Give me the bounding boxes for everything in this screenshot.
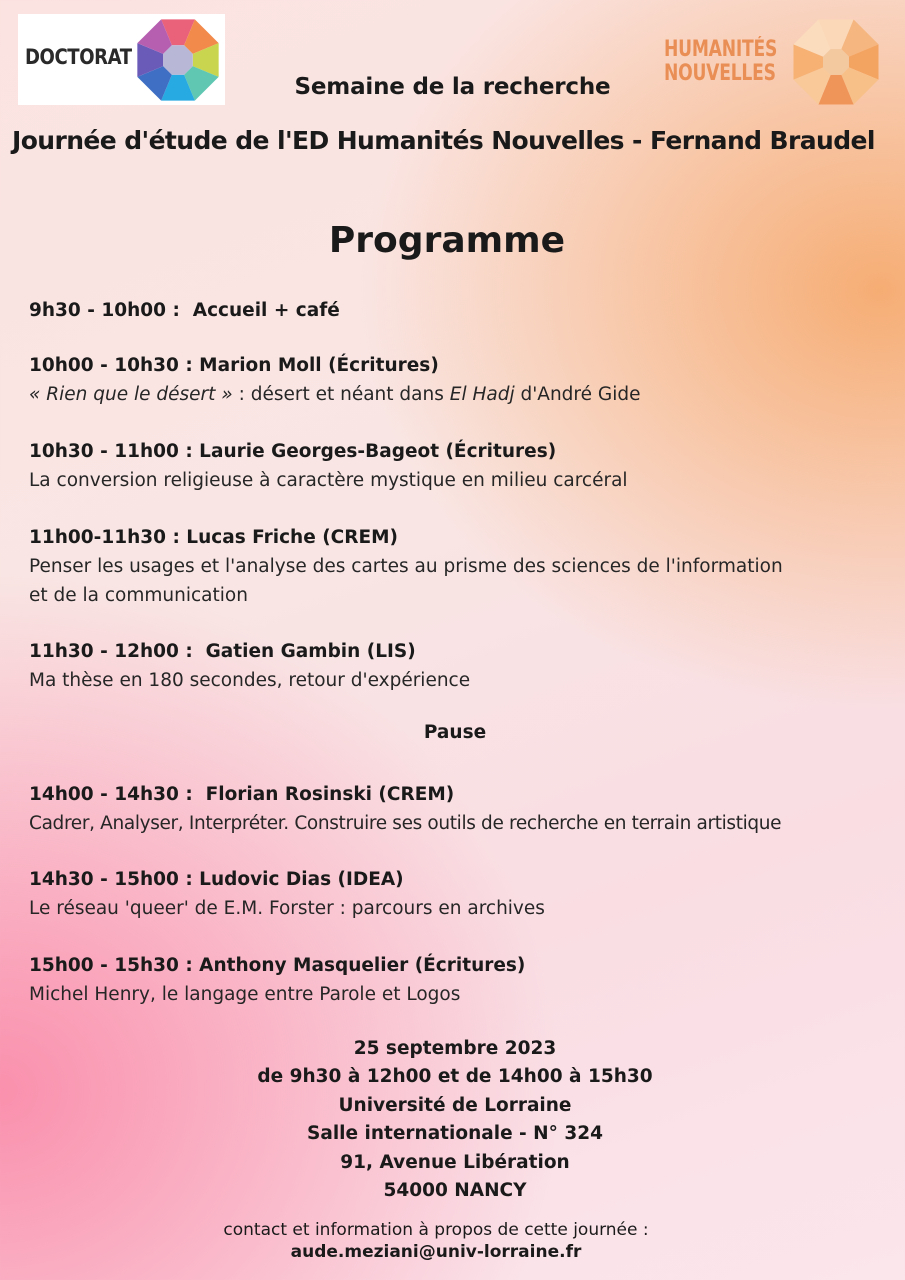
session-description: Penser les usages et l'analyse des cartes au prisme des sciences de l'information bbox=[29, 556, 783, 577]
event-room: Salle internationale - N° 324 bbox=[307, 1123, 603, 1145]
session-time: 10h30 - 11h00 : bbox=[29, 441, 193, 462]
session-speaker: Laurie Georges-Bageot (Écritures) bbox=[199, 441, 557, 462]
event-university: Université de Lorraine bbox=[338, 1094, 572, 1116]
session-speaker: Ludovic Dias (IDEA) bbox=[199, 869, 404, 890]
session-time: 11h30 - 12h00 : bbox=[29, 641, 193, 662]
session-time: 14h30 - 15h00 : bbox=[29, 869, 193, 890]
session-description: Le réseau 'queer' de E.M. Forster : parcours en archives bbox=[29, 898, 545, 919]
contact-email[interactable]: aude.meziani@univ-lorraine.fr bbox=[290, 1242, 582, 1262]
pause-label: Pause bbox=[423, 722, 487, 743]
event-subtitle: Semaine de la recherche bbox=[294, 74, 611, 100]
event-date: 25 septembre 2023 bbox=[353, 1038, 557, 1059]
session-description: La conversion religieuse à caractère mystique en milieu carcéral bbox=[29, 470, 628, 491]
event-title: Journée d'étude de l'ED Humanités Nouvelles - Fernand Braudel bbox=[12, 126, 875, 155]
session-description: Michel Henry, le langage entre Parole et Logos bbox=[29, 984, 461, 1005]
session-speaker: Anthony Masquelier (Écritures) bbox=[199, 955, 526, 976]
session-6 bbox=[29, 780, 781, 838]
session-speaker: Florian Rosinski (CREM) bbox=[205, 784, 455, 805]
event-hours: de 9h30 à 12h00 et de 14h00 à 15h30 bbox=[257, 1066, 653, 1088]
session-time: 10h00 - 10h30 : bbox=[29, 355, 193, 376]
session-speaker: Marion Moll (Écritures) bbox=[199, 355, 439, 376]
session-description: Cadrer, Analyser, Interpréter. Construire ses outils de recherche en terrain artistique bbox=[29, 813, 782, 834]
session-description: Ma thèse en 180 secondes, retour d'expérience bbox=[29, 670, 471, 691]
session-4 bbox=[29, 523, 783, 610]
humanites-logo-line1: HUMANITÉS bbox=[664, 37, 778, 62]
humanites-logo-line2: NOUVELLES bbox=[664, 61, 776, 86]
programme-title: Programme bbox=[328, 220, 566, 261]
doctorat-logo-text: DOCTORAT bbox=[25, 45, 132, 69]
session-time: 15h00 - 15h30 : bbox=[29, 955, 193, 976]
event-street: 91, Avenue Libération bbox=[340, 1151, 570, 1173]
session-time: 14h00 - 14h30 : bbox=[29, 784, 193, 805]
session-1 bbox=[29, 296, 340, 325]
session-speaker: Lucas Friche (CREM) bbox=[186, 527, 398, 548]
wheel-center bbox=[823, 49, 849, 75]
session-3 bbox=[29, 437, 628, 495]
contact-label: contact et information à propos de cette journée : bbox=[223, 1220, 649, 1240]
session-description: « Rien que le désert » : désert et néant dans El Hadj d'André Gide bbox=[29, 384, 641, 405]
session-time: 11h00-11h30 : bbox=[29, 527, 180, 548]
session-5 bbox=[29, 637, 470, 695]
session-speaker: Gatien Gambin (LIS) bbox=[205, 641, 416, 662]
session-8 bbox=[29, 951, 525, 1009]
session-7 bbox=[29, 865, 545, 923]
session-2 bbox=[29, 351, 641, 409]
session-speaker: Accueil + café bbox=[192, 300, 340, 321]
event-info bbox=[0, 1035, 905, 1205]
wheel-center bbox=[163, 45, 193, 75]
session-description-line2: et de la communication bbox=[29, 585, 248, 606]
contact-block bbox=[0, 1219, 872, 1263]
event-city: 54000 NANCY bbox=[383, 1180, 527, 1202]
session-time: 9h30 - 10h00 : bbox=[29, 300, 180, 321]
